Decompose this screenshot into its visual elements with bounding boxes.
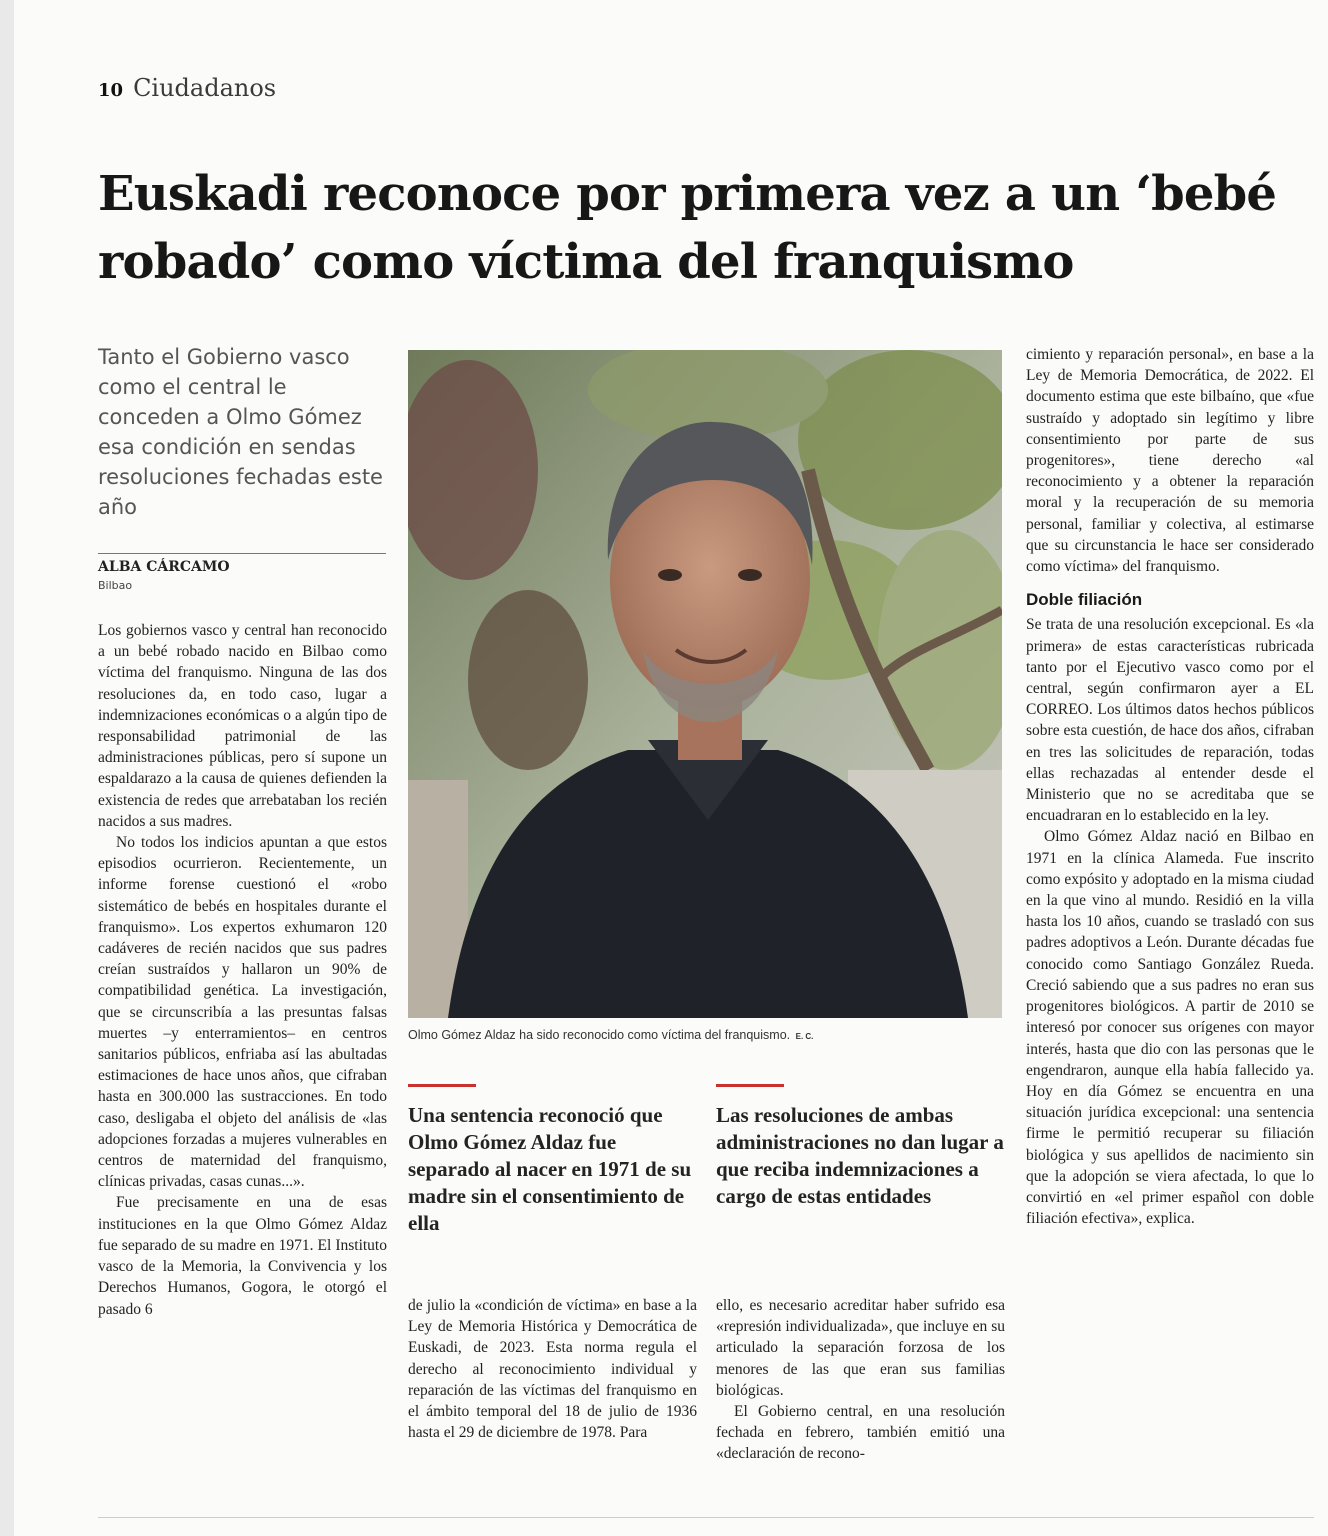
caption-text: Olmo Gómez Aldaz ha sido reconocido como víctima del franquismo. [408,1028,791,1042]
body-paragraph: Olmo Gómez Aldaz nació en Bilbao en 1971 en la clínica Alameda. Fue inscrito como expósito y adoptado en la misma ciudad en la que vino al mundo. Residió en la villa hasta los 10 años, cuando se trasladó con sus padres adoptivos a León. Durante décadas fue conocido como Santiago González Rueda. Creció sabiendo que a sus padres no eran sus progenitores biológicos. A partir de 2010 se interesó por conocer sus orígenes con mayor interés, hasta que dio con las personas que le engendraron, aunque ella había fallecido ya. Hoy en día Gómez se encuentra en una situación jurídica excepcional: una sentencia firme le permitió recuperar su filiación biológica y sus apellidos de nacimiento sin que la adopción se viera afectada, lo que lo convirtió en «el primer español con doble filiación efectiva», explica. [1026,828,1314,1228]
body-column-1 [98,620,387,1320]
page-number: 10 [98,80,124,101]
photo-credit: E. C. [795,1032,814,1041]
pullquote-2: Las resoluciones de ambas administraciones no dan lugar a que reciba indemnizaciones a cargo de estas entidades [716,1103,1004,1208]
newspaper-page [14,0,1328,1536]
body-paragraph: Se trata de una resolución excepcional. Es «la primera» de estas características rubricada tanto por el Ejecutivo vasco como por el central, según confirmaron ayer a EL CORREO. Los últimos datos hechos públicos sobre esta cuestión, de hace dos años, cifraban en tres las solicitudes de reparación, todas ellas rechazadas al entender desde el Ministerio que no se acreditaba que se encuadraran en lo establecido en la ley. [1026,616,1314,825]
pullquote-1: Una sentencia reconoció que Olmo Gómez Aldaz fue separado al nacer en 1971 de su madre sin el consentimiento de ella [408,1103,692,1235]
body-paragraph: No todos los indicios apuntan a que estos episodios ocurrieron. Recientemente, un informe forense cuestionó el «robo sistemático de bebés en hospitales durante el franquismo». Los expertos exhumaron 120 cadáveres de recién nacidos que sus padres creían sustraídos y hallaron un 90% de compatibilidad genética. La investigación, que se circunscribía a las presuntas falsas muertes –y enterramientos– en centros sanitarios públicos, enfriaba así las abultadas estimaciones de hace unos años, que cifraban hasta en 300.000 las sustracciones. En todo caso, desligaba el objeto del análisis de «las adopciones forzadas a mujeres vulnerables en centros de maternidad del franquismo, clínicas privadas, casas cunas...». [98,834,387,1191]
article-dek: Tanto el Gobierno vasco como el central le conceden a Olmo Gómez esa condición en sendas resoluciones fechadas este año [98,345,383,519]
body-paragraph: El Gobierno central, en una resolución fechada en febrero, también emitió una «declaración de recono- [716,1403,1005,1463]
body-column-2-bottom [408,1295,697,1443]
body-paragraph: cimiento y reparación personal», en base a la Ley de Memoria Democrática, de 2022. El documento estima que este bilbaíno, que «fue sustraído y adoptado sin legítimo y libre consentimiento por parte de sus progenitores», tiene derecho «al reconocimiento y a obtener la reparación moral y la recuperación de su memoria personal, familiar y colectiva, al estimarse que su circunstancia le hace ser considerado como víctima» del franquismo. [1026,346,1314,576]
article-photo [408,350,1002,1018]
body-column-3-bottom [716,1295,1005,1465]
page-bottom-rule [98,1517,1314,1518]
pullquote-rule [716,1084,784,1087]
pullquote-rule [408,1084,476,1087]
body-column-4 [1026,344,1314,1229]
section-name: Ciudadanos [133,74,277,102]
body-paragraph: ello, es necesario acreditar haber sufrido esa «represión individualizada», que incluye en su articulado la separación forzosa de los menores de las que eran sus familias biológicas. [716,1297,1005,1399]
body-paragraph: Fue precisamente en una de esas instituciones en la que Olmo Gómez Aldaz fue separado de su madre en 1971. El Instituto vasco de la Memoria, la Convivencia y los Derechos Humanos, Gogora, le otorgó el pasado 6 [98,1194,387,1318]
section-subhead: Doble filiación [1026,590,1143,610]
body-paragraph: de julio la «condición de víctima» en base a la Ley de Memoria Histórica y Democrática de Euskadi, de 2023. Esta norma regula el derecho al reconocimiento individual y reparación de las víctimas del franquismo en el ámbito temporal del 18 de julio de 1936 hasta el 29 de diciembre de 1978. Para [408,1297,697,1442]
photo-caption [408,1028,1008,1042]
byline-divider [98,553,386,554]
byline-author: ALBA CÁRCAMO [98,559,230,575]
portrait-image [408,350,1002,1018]
article-headline: Euskadi reconoce por primera vez a un ‘bebé robado’ como víctima del franquismo [98,166,1277,290]
page-folio [98,74,276,102]
byline-place: Bilbao [98,579,133,592]
body-paragraph: Los gobiernos vasco y central han reconocido a un bebé robado nacido en Bilbao como víctima del franquismo. Ninguna de las dos resoluciones da, en todo caso, lugar a indemnizaciones económicas o a algún tipo de responsabilidad patrimonial de las administraciones públicas, pero sí supone un espaldarazo a la causa de quienes defienden la existencia de redes que arrebataban los recién nacidos a sus madres. [98,622,387,830]
